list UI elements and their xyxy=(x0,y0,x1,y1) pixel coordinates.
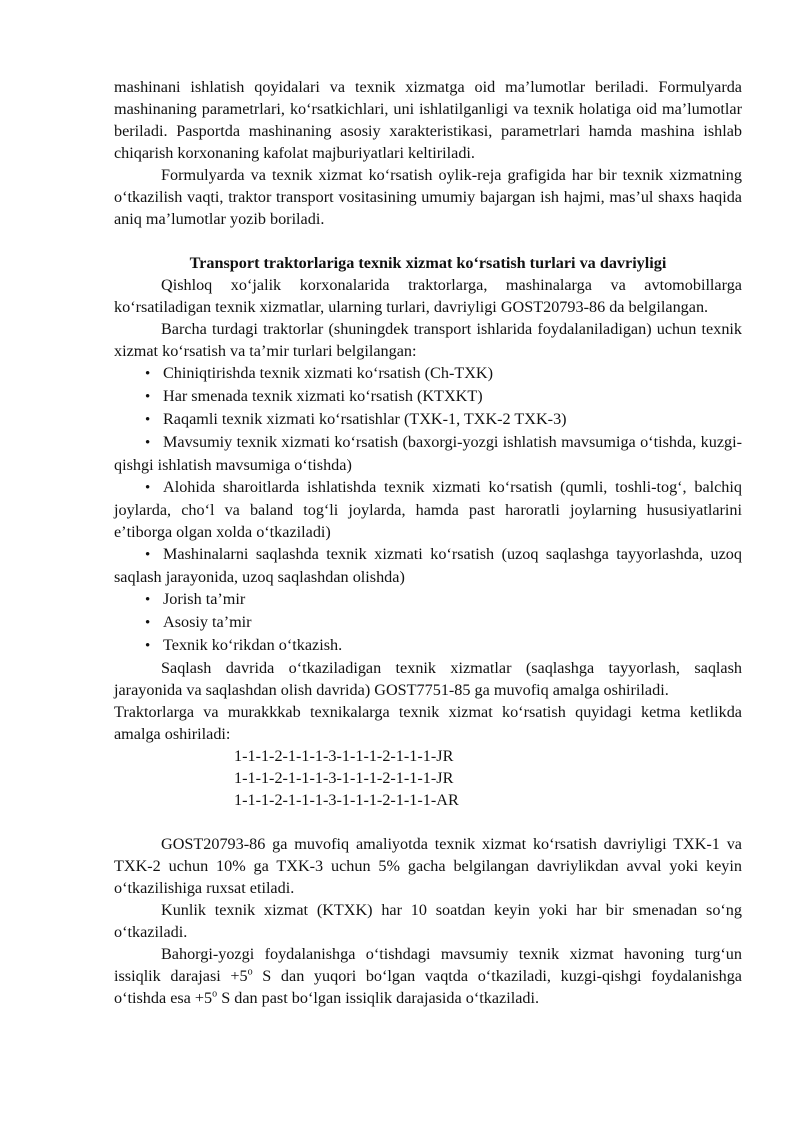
paragraph-intro: mashinani ishlatish qoyidalari va texnik xizmatga oid maʼlumotlar beriladi. Formulyarda mashinaning parametrlari, koʻrsatkichlari, uni ishlatilganligi va texnik holatiga oid maʼlumotlar beriladi. Pasportda mashinaning asosiy xarakteristikasi, parametrlari hamda mashina ishlab chiqarish korxonaning kafolat majburiyatlari keltiriladi. xyxy=(114,78,742,162)
list-item: •Jorish taʼmir xyxy=(114,588,742,611)
bullet-icon xyxy=(145,362,163,385)
paragraph-sequence-intro: Traktorlarga va murakkkab texnikalarga texnik xizmat koʻrsatish quyidagi ketma ketlikda amalga oshiriladi: xyxy=(114,703,742,743)
list-item: •Mavsumiy texnik xizmati koʻrsatish (baxorgi-yozgi ishlatish mavsumiga oʻtishda, kuzgi-qishgi ishlatish mavsumiga oʻtishda) xyxy=(114,431,742,476)
bullet-icon xyxy=(145,408,163,431)
degree-mark: o xyxy=(247,966,253,978)
degree-mark: o xyxy=(212,988,218,1000)
bullet-icon xyxy=(145,476,163,499)
bullet-icon xyxy=(145,611,163,634)
paragraph-storage: Saqlash davrida oʻtkaziladigan texnik xizmatlar (saqlashga tayyorlash, saqlash jarayonida va saqlashdan olish davrida) GOST7751-85 ga muvofiq amalga oshiriladi. xyxy=(114,659,742,699)
document-page xyxy=(114,76,742,1009)
bullet-icon xyxy=(145,588,163,611)
section-title: Transport traktorlariga texnik xizmat koʻrsatish turlari va davriyligi xyxy=(189,254,667,272)
sequence-line: 1-1-1-2-1-1-1-3-1-1-1-2-1-1-1-AR xyxy=(234,791,459,809)
list-item: •Mashinalarni saqlashda texnik xizmati koʻrsatish (uzoq saqlashga tayyorlashda, uzoq saqlash jarayonida, uzoq saqlashdan olishda) xyxy=(114,543,742,588)
list-item: •Texnik koʻrikdan oʻtkazish. xyxy=(114,634,742,657)
list-item: •Alohida sharoitlarda ishlatishda texnik xizmati koʻrsatish (qumli, toshli-togʻ, balchiq joylarda, choʻl va baland togʻli joylarda, hamda past haroratli joylarning hususiyatlarini eʼtiborga olgan xolda oʻtkaziladi) xyxy=(114,476,742,543)
bullet-icon xyxy=(145,431,163,454)
list-item: •Har smenada texnik xizmati koʻrsatish (KTXKT) xyxy=(114,385,742,408)
paragraph-gost: Qishloq xoʻjalik korxonalarida traktorlarga, mashinalarga va avtomobillarga koʻrsatiladigan texnik xizmatlar, ularning turlari, davriyligi GOST20793-86 da belgilangan. xyxy=(114,276,742,316)
sequence-line: 1-1-1-2-1-1-1-3-1-1-1-2-1-1-1-JR xyxy=(234,769,454,787)
paragraph-daily-service: Kunlik texnik xizmat (KTXK) har 10 soatdan keyin yoki har bir smenadan soʻng oʻtkaziladi. xyxy=(114,901,742,941)
spacer xyxy=(114,811,742,833)
bullet-icon xyxy=(145,543,163,566)
paragraph-formulyar: Formulyarda va texnik xizmat koʻrsatish oylik-reja grafigida har bir texnik xizmatning oʻtkazilish vaqti, traktor transport vositasining umumiy bajargan ish hajmi, masʼul shaxs haqida aniq maʼlumotlar yozib boriladi. xyxy=(114,166,742,228)
sequence-line: 1-1-1-2-1-1-1-3-1-1-1-2-1-1-1-JR xyxy=(234,747,454,765)
list-item: •Raqamli texnik xizmati koʻrsatishlar (TXK-1, TXK-2 TXK-3) xyxy=(114,408,742,431)
service-types-list xyxy=(114,362,742,657)
paragraph-periodicity: GOST20793-86 ga muvofiq amaliyotda texnik xizmat koʻrsatish davriyligi TXK-1 va TXK-2 uchun 10% ga TXK-3 uchun 5% gacha belgilangan davriylikdan avval yoki keyin oʻtkazilishiga ruxsat etiladi. xyxy=(114,835,742,897)
paragraph-types-intro: Barcha turdagi traktorlar (shuningdek transport ishlarida foydalaniladigan) uchun texnik xizmat koʻrsatish va taʼmir turlari belgilangan: xyxy=(114,320,742,360)
bullet-icon xyxy=(145,385,163,408)
paragraph-seasonal: Bahorgi-yozgi foydalanishga oʻtishdagi mavsumiy texnik xizmat havoning turgʻun issiqlik darajasi $+5^o$ S dan yuqori boʻlgan vaqtda oʻtkaziladi, kuzgi-qishgi foydalanishga oʻtishda esa $+5^o$ S dan past boʻlgan issiqlik darajasida oʻtkaziladi. xyxy=(114,945,742,1007)
list-item: •Chiniqtirishda texnik xizmati koʻrsatish (Ch-TXK) xyxy=(114,362,742,385)
list-item: •Asosiy taʼmir xyxy=(114,611,742,634)
bullet-icon xyxy=(145,634,163,657)
